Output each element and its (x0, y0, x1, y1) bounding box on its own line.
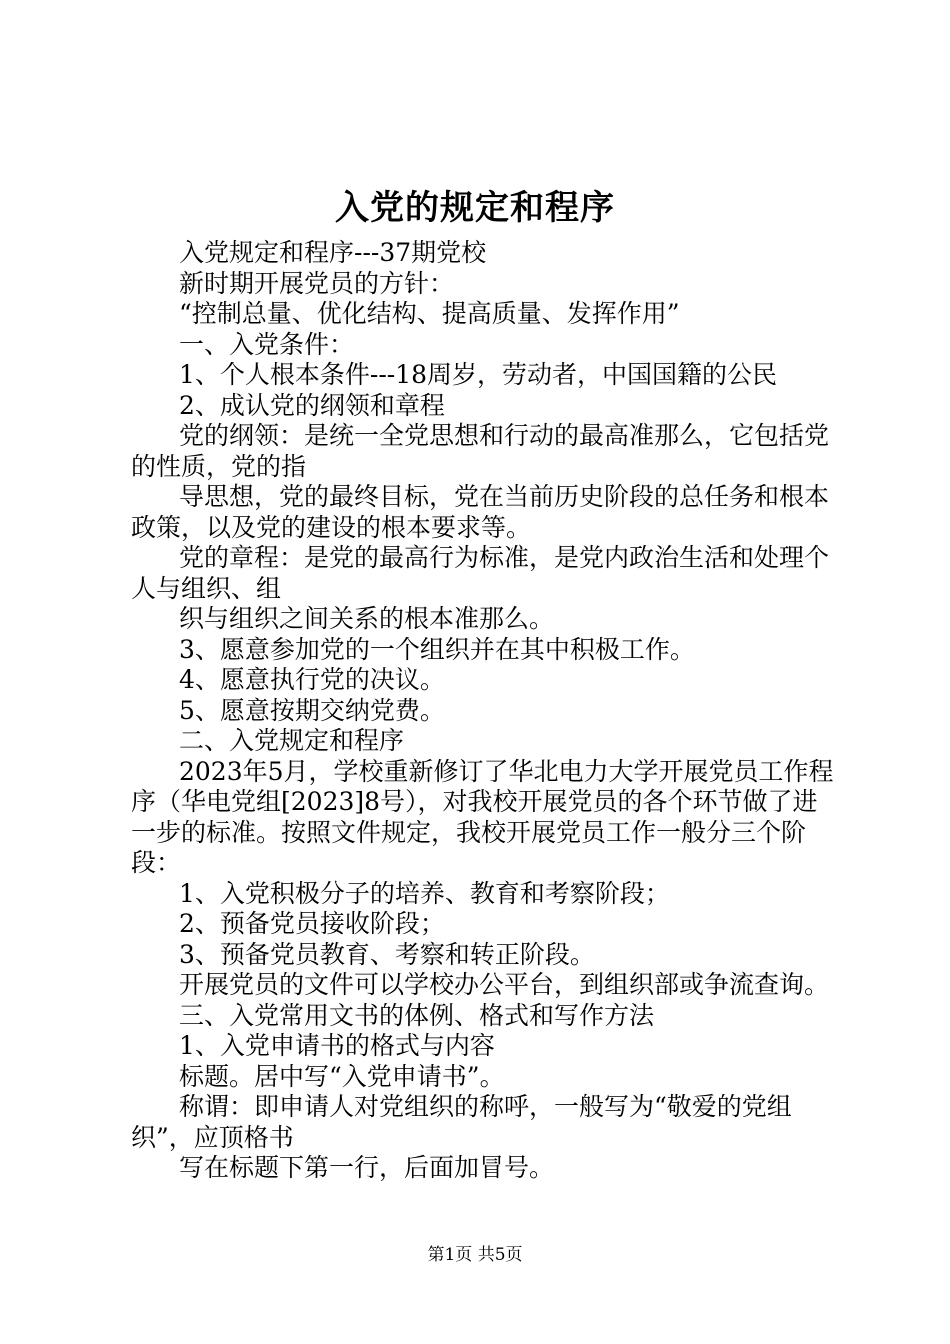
paragraph: 1、入党积极分子的培养、教育和考察阶段； (179, 878, 670, 908)
paragraph: 入党规定和程序---37期党校 (179, 238, 487, 267)
paragraph: 2、预备党员接收阶段； (179, 909, 445, 938)
paragraph: 二、入党规定和程序 (179, 726, 405, 755)
paragraph: 三、入党常用文书的体例、格式和写作方法 (179, 1000, 655, 1030)
paragraph: 织与组织之间关系的根本准那么。 (179, 604, 555, 633)
paragraph: 称谓：即申请人对党组织的称呼，一般写为“敬爱的党组织”，应顶格书 (131, 1092, 792, 1152)
paragraph: 导思想，党的最终目标，党在当前历史阶段的总任务和根本政策，以及党的建设的根本要求等。 (131, 482, 830, 542)
paragraph: 党的纲领：是统一全党思想和行动的最高准那么，它包括党的性质，党的指 (131, 421, 830, 481)
page-number-footer: 第1页 共5页 (427, 1245, 523, 1265)
paragraph: 3、预备党员教育、考察和转正阶段。 (179, 939, 595, 969)
document-title: 入党的规定和程序 (335, 188, 615, 228)
paragraph: 2023年5月，学校重新修订了华北电力大学开展党员工作程序（华电党组[2023]8号），对我校开展党员的各个环节做了进一步的标准。按照文件规定，我校开展党员工作一般分三个阶段： (131, 756, 834, 877)
paragraph: “控制总量、优化结构、提高质量、发挥作用” (179, 299, 680, 328)
paragraph: 写在标题下第一行，后面加冒号。 (179, 1153, 555, 1182)
paragraph: 1、个人根本条件---18周岁，劳动者，中国国籍的公民 (179, 360, 778, 389)
paragraph: 新时期开展党员的方针： (179, 268, 455, 298)
paragraph: 1、入党申请书的格式与内容 (179, 1031, 495, 1060)
paragraph: 3、愿意参加党的一个组织并在其中积极工作。 (179, 634, 695, 664)
paragraph: 一、入党条件： (179, 329, 355, 359)
document-body (131, 238, 836, 1184)
paragraph: 开展党员的文件可以学校办公平台，到组织部或争流查询。 (179, 970, 830, 999)
paragraph: 2、成认党的纲领和章程 (179, 390, 445, 420)
paragraph: 标题。居中写“入党申请书”。 (179, 1061, 505, 1091)
paragraph: 党的章程：是党的最高行为标准，是党内政治生活和处理个人与组织、组 (131, 543, 830, 603)
paragraph: 4、愿意执行党的决议。 (179, 665, 445, 694)
paragraph: 5、愿意按期交纳党费。 (179, 695, 445, 725)
